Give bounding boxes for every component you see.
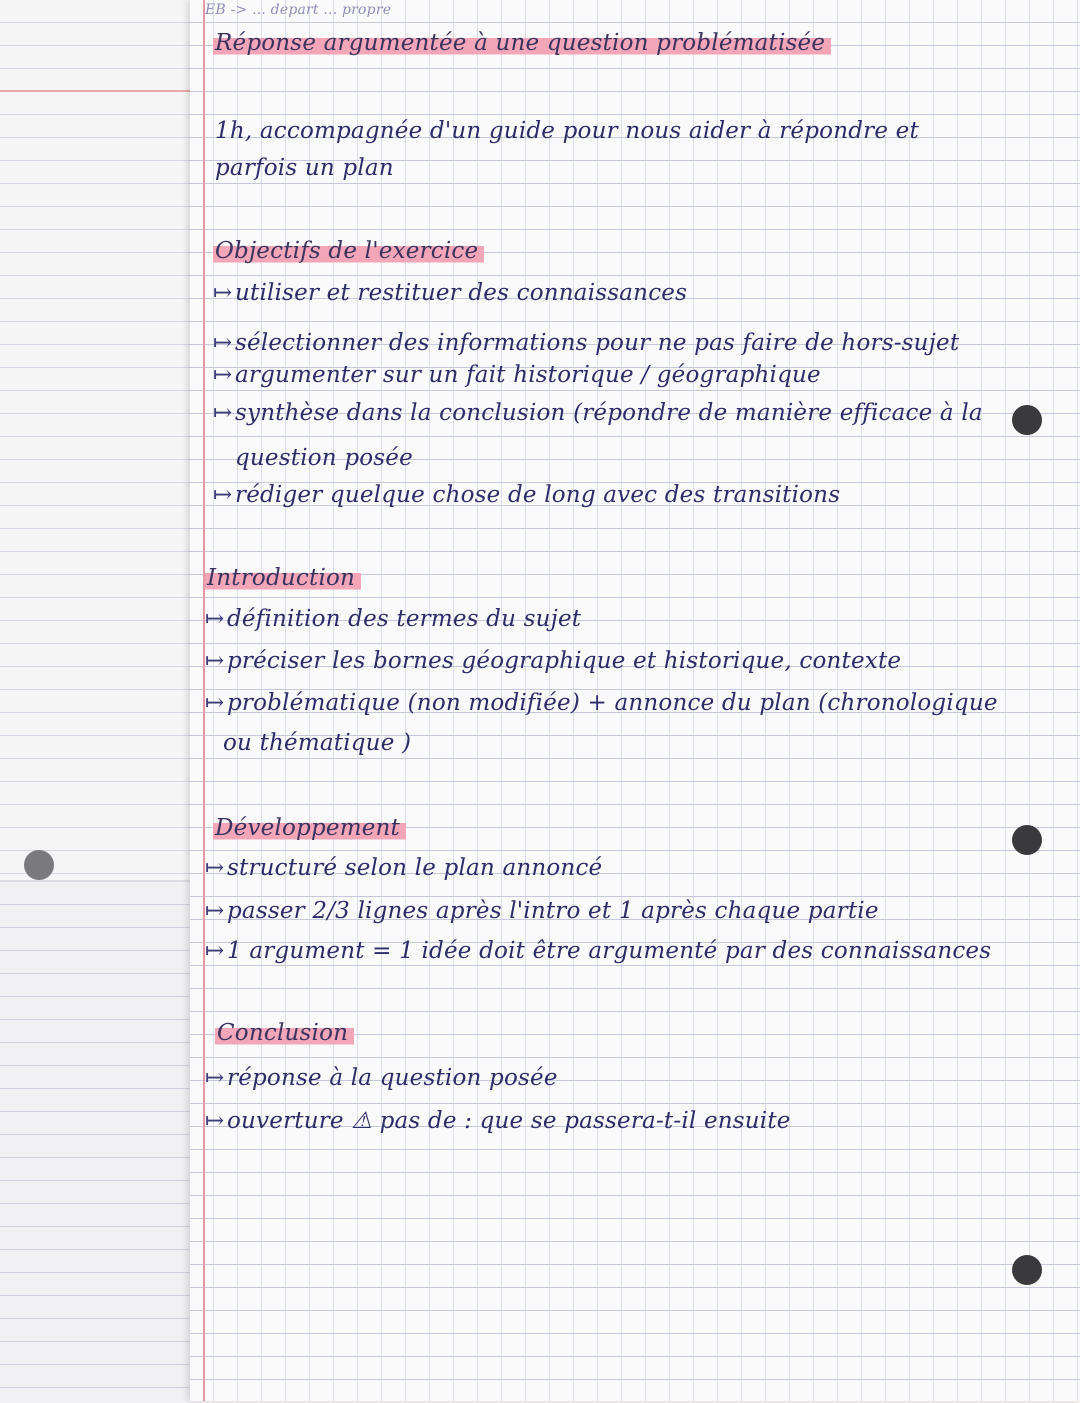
header-scribble: EB -> ... depart ... propre (205, 2, 392, 18)
lower-sheet (0, 880, 200, 1403)
arrow-bullet-icon: ↦ (205, 648, 225, 674)
list-item: ↦ rédiger quelque chose de long avec des transitions (213, 482, 841, 508)
section-heading-text: Introduction (205, 565, 361, 591)
list-item-continuation: ou thématique ) (223, 730, 412, 756)
intro-line-2: parfois un plan (215, 155, 394, 181)
binder-hole-1 (1012, 405, 1042, 435)
list-item: ↦ argumenter sur un fait historique / géographique (213, 362, 821, 388)
arrow-bullet-icon: ↦ (205, 898, 225, 924)
list-item: ↦ 1 argument = 1 idée doit être argumenté par des connaissances (205, 938, 992, 964)
arrow-bullet-icon: ↦ (205, 1108, 225, 1134)
list-item: ↦ synthèse dans la conclusion (répondre de manière efficace à la (213, 400, 983, 426)
section-heading-text: Développement (213, 815, 406, 841)
section-heading-conclusion (215, 1020, 354, 1046)
section-heading-text: Conclusion (215, 1020, 354, 1046)
binder-hole-left (24, 850, 54, 880)
arrow-bullet-icon: ↦ (213, 280, 233, 306)
arrow-bullet-icon: ↦ (213, 482, 233, 508)
list-item: ↦ réponse à la question posée (205, 1065, 558, 1091)
arrow-bullet-icon: ↦ (205, 1065, 225, 1091)
list-item: ↦ ouverture ⚠ pas de : que se passera-t-il ensuite (205, 1108, 791, 1134)
binder-hole-2 (1012, 825, 1042, 855)
list-item: ↦ préciser les bornes géographique et historique, contexte (205, 648, 902, 674)
page-title (213, 30, 831, 56)
back-sheet-margin (0, 90, 190, 92)
intro-line-1: 1h, accompagnée d'un guide pour nous aider à répondre et (215, 118, 919, 144)
section-heading-text: Objectifs de l'exercice (213, 238, 484, 264)
section-heading-objectifs (213, 238, 484, 264)
arrow-bullet-icon: ↦ (213, 400, 233, 426)
list-item: ↦ utiliser et restituer des connaissances (213, 280, 688, 306)
list-item: ↦ passer 2/3 lignes après l'intro et 1 après chaque partie (205, 898, 879, 924)
list-item: ↦ problématique (non modifiée) + annonce du plan (chronologique (205, 690, 998, 716)
arrow-bullet-icon: ↦ (205, 938, 225, 964)
arrow-bullet-icon: ↦ (213, 330, 233, 356)
arrow-bullet-icon: ↦ (205, 855, 225, 881)
title-text: Réponse argumentée à une question problématisée (213, 30, 831, 56)
section-heading-introduction (205, 565, 361, 591)
section-heading-developpement (213, 815, 406, 841)
arrow-bullet-icon: ↦ (205, 606, 225, 632)
list-item: ↦ définition des termes du sujet (205, 606, 582, 632)
list-item: ↦ structuré selon le plan annoncé (205, 855, 603, 881)
list-item-continuation: question posée (235, 445, 413, 471)
arrow-bullet-icon: ↦ (205, 690, 225, 716)
binder-hole-3 (1012, 1255, 1042, 1285)
list-item: ↦ sélectionner des informations pour ne pas faire de hors-sujet (213, 330, 960, 356)
arrow-bullet-icon: ↦ (213, 362, 233, 388)
